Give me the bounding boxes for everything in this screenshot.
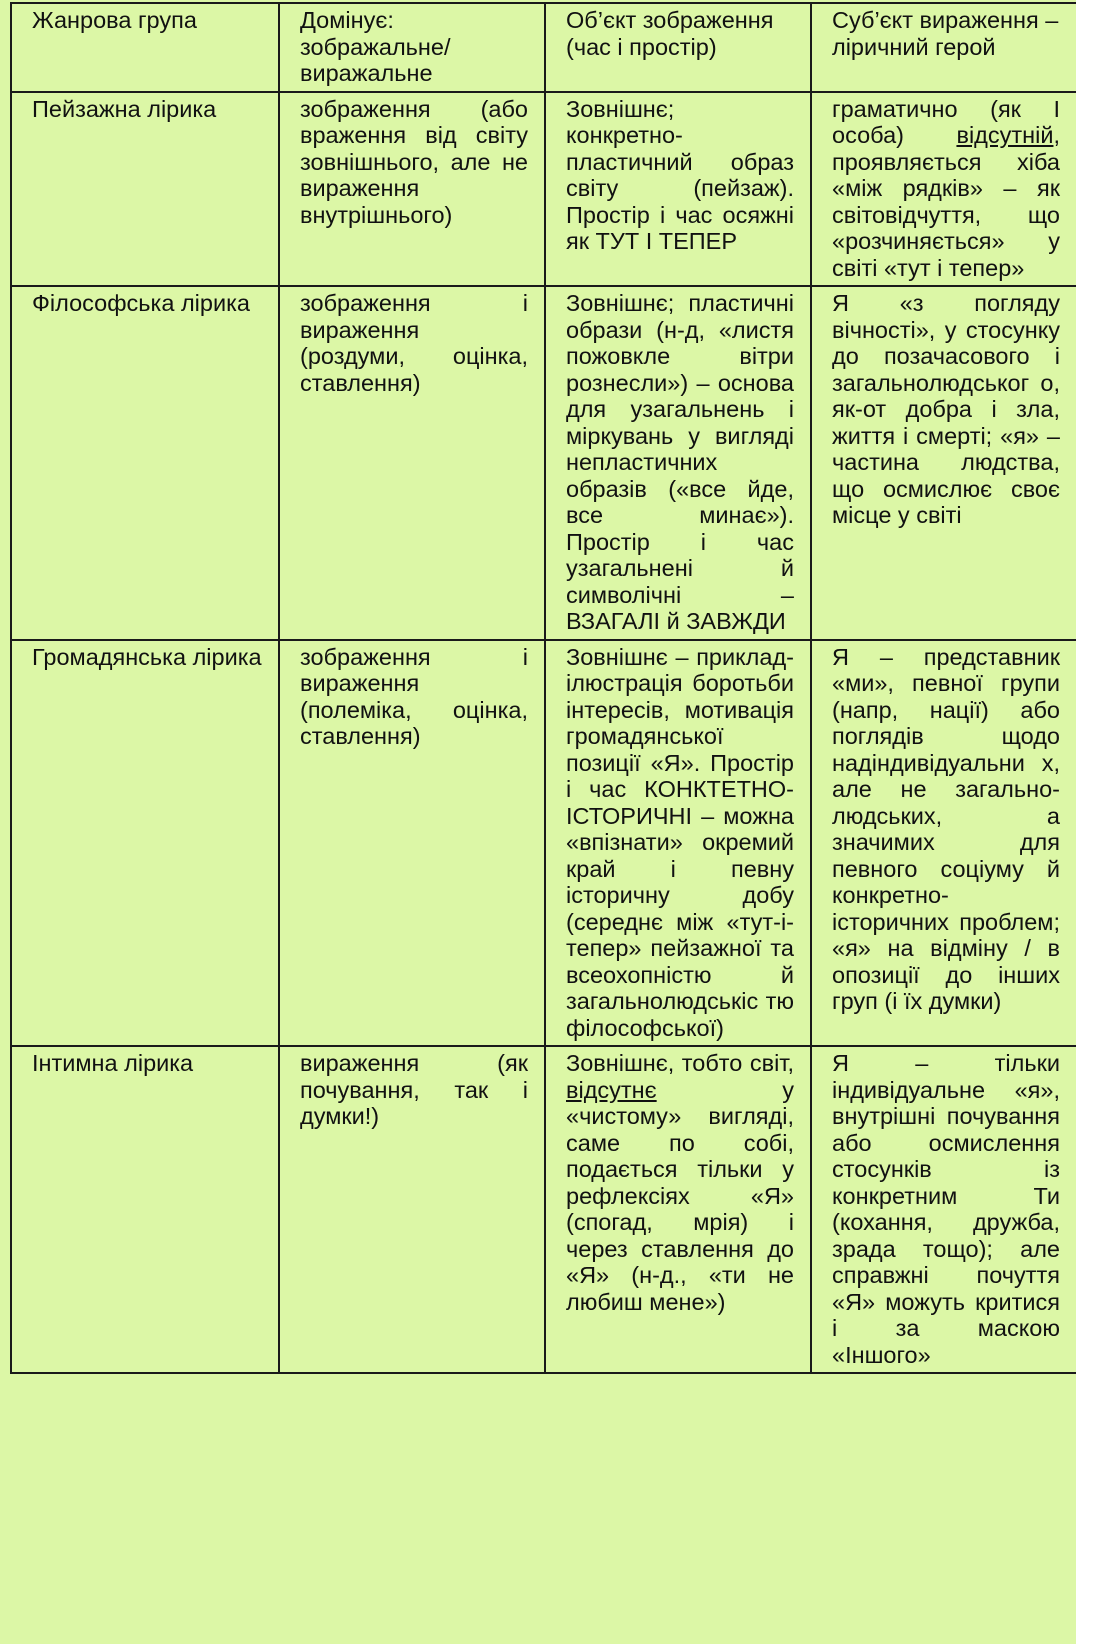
dominant-cell: зображення (або враження від світу зовнішнього, але не вираження внутрішнього) bbox=[279, 92, 545, 287]
subject-text: , проявляється хіба «між рядків» – як світовідчуття, що «розчиняється» у світі «тут і тепер» bbox=[832, 122, 1060, 281]
table-row bbox=[11, 92, 1077, 287]
subject-text: граматично (як I особа) bbox=[832, 95, 1060, 148]
object-cell bbox=[545, 1046, 811, 1373]
lyric-genres-table bbox=[10, 2, 1078, 1374]
genre-cell: Філософська лірика bbox=[11, 286, 279, 640]
genre-cell: Інтимна лірика bbox=[11, 1046, 279, 1373]
genre-cell: Громадянська лірика bbox=[11, 640, 279, 1047]
dominant-cell: зображення і вираження (полеміка, оцінка, ставлення) bbox=[279, 640, 545, 1047]
table-header-row bbox=[11, 3, 1077, 92]
dominant-cell: вираження (як почування, так і думки!) bbox=[279, 1046, 545, 1373]
subject-cell: Я «з погляду вічності», у стосунку до позачасового і загальнолюдськог о, як-от добра і зла, життя і смерті; «я» – частина людства, що осмислює своє місце у світі bbox=[811, 286, 1077, 640]
page-margin bbox=[1076, 0, 1095, 1644]
header-object: Об’єкт зображення (час і простір) bbox=[545, 3, 811, 92]
subject-cell bbox=[811, 92, 1077, 287]
dominant-cell: зображення і вираження (роздуми, оцінка, ставлення) bbox=[279, 286, 545, 640]
object-text: у «чистому» вигляді, саме по собі, подається тільки у рефлексіях «Я» (спогад, мрія) і через ставлення до «Я» (н-д., «ти не любиш мене») bbox=[566, 1076, 794, 1315]
underlined-word: відсутній bbox=[956, 122, 1054, 148]
object-text: Зовнішнє, тобто світ, bbox=[566, 1050, 794, 1076]
subject-cell: Я – тільки індивідуальне «я», внутрішні почування або осмислення стосунків із конкретним Ти (кохання, дружба, зрада тощо); але справжні почуття «Я» можуть критися і за маскою «Іншого» bbox=[811, 1046, 1077, 1373]
header-subject: Суб’єкт вираження – ліричний герой bbox=[811, 3, 1077, 92]
object-cell: Зовнішнє – приклад-ілюстрація боротьби інтересів, мотивація громадянської позиції «Я». Простір і час КОНКТЕТНО-ІСТОРИЧНІ – можна «впізнати» окремий край і певну історичну добу (середнє між «тут-і-тепер» пейзажної та всеохопністю й загальнолюдськіс тю філософської) bbox=[545, 640, 811, 1047]
header-dominant: Домінує: зображальне/ виражальне bbox=[279, 3, 545, 92]
object-cell: Зовнішнє; конкретно-пластичний образ світу (пейзаж). Простір і час осяжні як ТУТ І ТЕПЕР bbox=[545, 92, 811, 287]
genre-cell: Пейзажна лірика bbox=[11, 92, 279, 287]
table-row bbox=[11, 640, 1077, 1047]
table-row bbox=[11, 286, 1077, 640]
subject-cell: Я – представник «ми», певної групи (напр, нації) або поглядів щодо надіндивідуальни х, але не загально-людських, а значимих для певного соціуму й конкретно-історичних проблем; «я» на відміну / в опозиції до інших груп (і їх думки) bbox=[811, 640, 1077, 1047]
table-row bbox=[11, 1046, 1077, 1373]
object-cell: Зовнішнє; пластичні образи (н-д, «листя пожовкле вітри рознесли») – основа для узагальнень і міркувань у вигляді непластичних образів («все йде, все минає»). Простір і час узагальнені й символічні – ВЗАГАЛІ й ЗАВЖДИ bbox=[545, 286, 811, 640]
header-genre-group: Жанрова група bbox=[11, 3, 279, 92]
underlined-word: відсутнє bbox=[566, 1076, 657, 1103]
